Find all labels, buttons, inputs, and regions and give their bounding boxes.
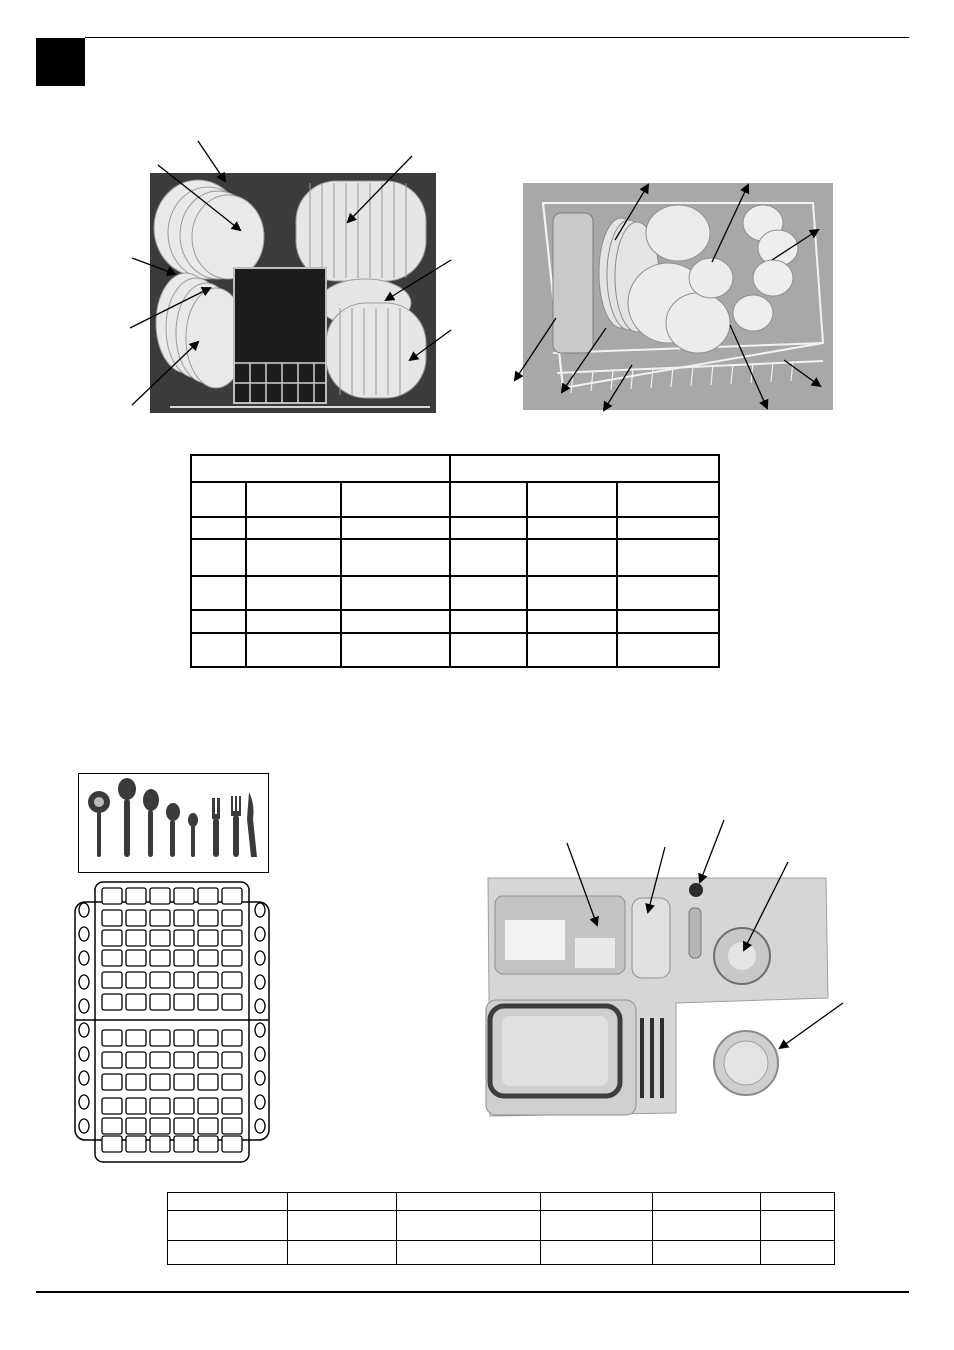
table-header-right — [450, 455, 719, 482]
table-cell — [341, 482, 450, 516]
section-marker-block — [36, 38, 85, 86]
basket-loop — [255, 999, 265, 1013]
basket-cell — [174, 994, 194, 1010]
basket-loop — [255, 1047, 265, 1061]
table-cell — [341, 517, 450, 540]
basket-loop — [255, 927, 265, 941]
basket-cell — [150, 1136, 170, 1152]
basket-cell — [222, 950, 242, 966]
basket-loop — [79, 1023, 89, 1037]
basket-cell — [198, 1052, 218, 1068]
table-cell — [288, 1211, 397, 1241]
basket-cell — [102, 950, 122, 966]
basket-cell — [126, 1074, 146, 1090]
table-cell — [527, 610, 617, 633]
cutlery-basket-drawing — [72, 880, 272, 1165]
basket-loop — [79, 927, 89, 941]
table-row — [168, 1193, 835, 1211]
table-cell — [527, 482, 617, 516]
basket-cell — [222, 910, 242, 926]
basket-loop — [255, 903, 265, 917]
cutlery-photo — [78, 773, 269, 873]
basket-loop — [255, 1119, 265, 1133]
basket-cell — [222, 1118, 242, 1134]
table-cell — [450, 610, 527, 633]
basket-cell — [198, 972, 218, 988]
basket-cell — [102, 994, 122, 1010]
table-cell — [191, 610, 246, 633]
table-cell — [168, 1241, 288, 1265]
basket-cell — [198, 910, 218, 926]
basket-cell — [222, 1030, 242, 1046]
table-cell — [617, 610, 719, 633]
basket-cell — [102, 1118, 122, 1134]
table-cell — [246, 539, 341, 575]
basket-cell — [174, 1052, 194, 1068]
table-cell — [617, 539, 719, 575]
basket-loop — [255, 1095, 265, 1109]
table-cell — [541, 1241, 653, 1265]
lower-rack-photo — [150, 173, 436, 413]
basket-cell — [126, 1098, 146, 1114]
table-cell — [168, 1193, 288, 1211]
table-cell — [617, 576, 719, 610]
basket-cell — [174, 950, 194, 966]
loading-table — [190, 454, 720, 668]
table-cell — [191, 482, 246, 516]
basket-cell — [198, 1098, 218, 1114]
table-cell — [617, 633, 719, 667]
basket-cell — [126, 930, 146, 946]
basket-cell — [150, 1074, 170, 1090]
basket-cell — [174, 1074, 194, 1090]
basket-loop — [79, 903, 89, 917]
basket-cell — [126, 1118, 146, 1134]
table-cell — [246, 633, 341, 667]
header-rule — [85, 37, 909, 38]
table-cell — [246, 576, 341, 610]
table-cell — [761, 1193, 835, 1211]
basket-cell — [198, 950, 218, 966]
table-cell — [191, 576, 246, 610]
basket-cell — [174, 1118, 194, 1134]
basket-cell — [150, 1098, 170, 1114]
table-cell — [761, 1241, 835, 1265]
table-cell — [341, 633, 450, 667]
table-cell — [450, 633, 527, 667]
table-row — [191, 610, 719, 633]
table-cell — [191, 517, 246, 540]
basket-cell — [174, 910, 194, 926]
bottom-table — [167, 1192, 835, 1265]
upper-rack-photo — [523, 183, 833, 410]
basket-cell — [198, 1074, 218, 1090]
table-cell — [450, 539, 527, 575]
basket-cell — [174, 888, 194, 904]
basket-cell — [150, 910, 170, 926]
basket-cell — [150, 888, 170, 904]
footer-rule — [36, 1291, 909, 1293]
detergent-dispenser-photo — [480, 868, 832, 1120]
table-row — [191, 633, 719, 667]
basket-cell — [222, 994, 242, 1010]
basket-cell — [150, 950, 170, 966]
basket-loop — [79, 975, 89, 989]
basket-cell — [198, 888, 218, 904]
basket-cell — [150, 1030, 170, 1046]
basket-cell — [174, 1136, 194, 1152]
table-cell — [341, 576, 450, 610]
basket-cell — [198, 930, 218, 946]
basket-loop — [79, 1095, 89, 1109]
basket-cell — [102, 1136, 122, 1152]
table-cell — [653, 1241, 761, 1265]
basket-loop — [79, 1047, 89, 1061]
basket-cell — [222, 888, 242, 904]
basket-cell — [198, 1118, 218, 1134]
basket-cell — [102, 930, 122, 946]
basket-cell — [174, 972, 194, 988]
basket-cell — [126, 1052, 146, 1068]
table-cell — [288, 1193, 397, 1211]
table-row — [168, 1241, 835, 1265]
basket-cell — [222, 1136, 242, 1152]
basket-cell — [174, 1030, 194, 1046]
basket-cell — [126, 972, 146, 988]
basket-cell — [102, 1052, 122, 1068]
basket-cell — [102, 888, 122, 904]
table-cell — [527, 517, 617, 540]
table-cell — [191, 633, 246, 667]
table-cell — [527, 576, 617, 610]
basket-loop — [79, 1119, 89, 1133]
basket-loop — [255, 1023, 265, 1037]
basket-cell — [126, 888, 146, 904]
basket-cell — [174, 1098, 194, 1114]
table-cell — [341, 539, 450, 575]
table-cell — [527, 539, 617, 575]
table-cell — [246, 517, 341, 540]
table-row — [191, 576, 719, 610]
table-cell — [288, 1241, 397, 1265]
basket-cell — [126, 910, 146, 926]
basket-cell — [222, 1098, 242, 1114]
basket-cell — [126, 950, 146, 966]
basket-cell — [222, 1052, 242, 1068]
table-cell — [527, 633, 617, 667]
basket-cell — [222, 1074, 242, 1090]
table-cell — [341, 610, 450, 633]
basket-cell — [102, 1074, 122, 1090]
table-header-left — [191, 455, 450, 482]
basket-loop — [255, 951, 265, 965]
basket-loop — [79, 951, 89, 965]
basket-cell — [150, 1118, 170, 1134]
table-cell — [617, 482, 719, 516]
table-cell — [450, 517, 527, 540]
table-cell — [397, 1211, 541, 1241]
table-cell — [541, 1211, 653, 1241]
basket-loop — [255, 1071, 265, 1085]
basket-cell — [150, 972, 170, 988]
basket-cell — [174, 930, 194, 946]
basket-cell — [198, 994, 218, 1010]
table-cell — [397, 1193, 541, 1211]
basket-loop — [79, 1071, 89, 1085]
basket-cell — [198, 1136, 218, 1152]
basket-cell — [222, 930, 242, 946]
table-cell — [397, 1241, 541, 1265]
table-row — [191, 517, 719, 540]
table-cell — [617, 517, 719, 540]
table-cell — [653, 1193, 761, 1211]
table-cell — [246, 482, 341, 516]
table-cell — [168, 1211, 288, 1241]
basket-cell — [102, 1098, 122, 1114]
table-row — [191, 539, 719, 575]
basket-cell — [222, 972, 242, 988]
basket-cell — [126, 994, 146, 1010]
basket-cell — [126, 1136, 146, 1152]
basket-cell — [126, 1030, 146, 1046]
basket-cell — [102, 1030, 122, 1046]
table-cell — [246, 610, 341, 633]
table-cell — [450, 482, 527, 516]
basket-cell — [102, 972, 122, 988]
table-cell — [653, 1211, 761, 1241]
basket-cell — [102, 910, 122, 926]
basket-cell — [150, 930, 170, 946]
table-cell — [541, 1193, 653, 1211]
table-cell — [761, 1211, 835, 1241]
basket-cell — [150, 994, 170, 1010]
basket-cell — [150, 1052, 170, 1068]
table-cell — [450, 576, 527, 610]
basket-loop — [79, 999, 89, 1013]
table-row — [191, 482, 719, 516]
basket-loop — [255, 975, 265, 989]
table-cell — [191, 539, 246, 575]
basket-cell — [198, 1030, 218, 1046]
table-row — [168, 1211, 835, 1241]
